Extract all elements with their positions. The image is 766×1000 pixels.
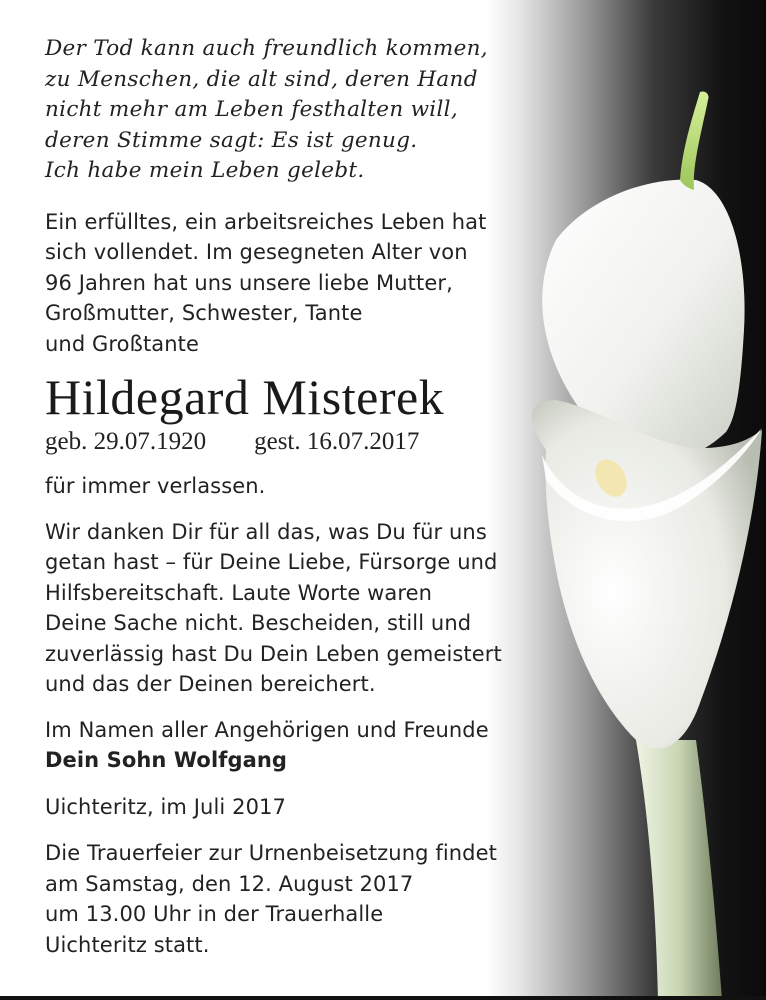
poem-line: zu Menschen, die alt sind, deren Hand [45, 66, 478, 92]
birth-date: geb. 29.07.1920 [45, 428, 207, 455]
funeral-paragraph [45, 838, 565, 960]
poem-line: deren Stimme sagt: Es ist genug. [45, 127, 418, 153]
poem-line: Der Tod kann auch freundlich kommen, [45, 36, 488, 61]
poem [45, 34, 565, 187]
funeral-line: Uichteritz statt. [45, 932, 210, 957]
thanks-line: Wir danken Dir für all das, was Du für uns [45, 519, 487, 544]
on-behalf-line: Im Namen aller Angehörigen und Freunde [45, 717, 489, 742]
funeral-line: um 13.00 Uhr in der Trauerhalle [45, 902, 384, 926]
intro-line: Ein erfülltes, ein arbeitsreiches Leben hat [45, 209, 487, 234]
intro-line: sich vollendet. Im gesegneten Alter von [45, 240, 468, 264]
intro-paragraph [45, 207, 565, 360]
intro-line: 96 Jahren hat uns unsere liebe Mutter, [45, 270, 453, 295]
funeral-line: am Samstag, den 12. August 2017 [45, 871, 414, 896]
thanks-line: Hilfsbereitschaft. Laute Worte waren [45, 580, 433, 605]
thanks-line: getan hast – für Deine Liebe, Fürsorge und [45, 550, 498, 574]
leave-text: für immer verlassen. [45, 474, 266, 498]
intro-line: und Großtante [45, 331, 200, 356]
deceased-name: Hildegard Misterek [45, 369, 445, 425]
place-date: Uichteritz, im Juli 2017 [45, 794, 286, 819]
thanks-line: zuverlässig hast Du Dein Leben gemeistert [45, 641, 502, 666]
poem-line: nicht mehr am Leben festhalten will, [45, 97, 458, 122]
thanks-line: und das der Deinen bereichert. [45, 672, 376, 696]
signer-name: Dein Sohn Wolfgang [45, 748, 288, 772]
notice-text [45, 34, 565, 960]
poem-line: Ich habe mein Leben gelebt. [45, 158, 365, 183]
life-dates [45, 425, 565, 459]
mourners-block [45, 715, 565, 776]
intro-line: Großmutter, Schwester, Tante [45, 301, 363, 325]
death-date: gest. 16.07.2017 [254, 428, 420, 455]
thanks-line: Deine Sache nicht. Bescheiden, still und [45, 611, 472, 635]
thanks-paragraph [45, 517, 565, 700]
funeral-line: Die Trauerfeier zur Urnenbeisetzung findet [45, 841, 497, 865]
